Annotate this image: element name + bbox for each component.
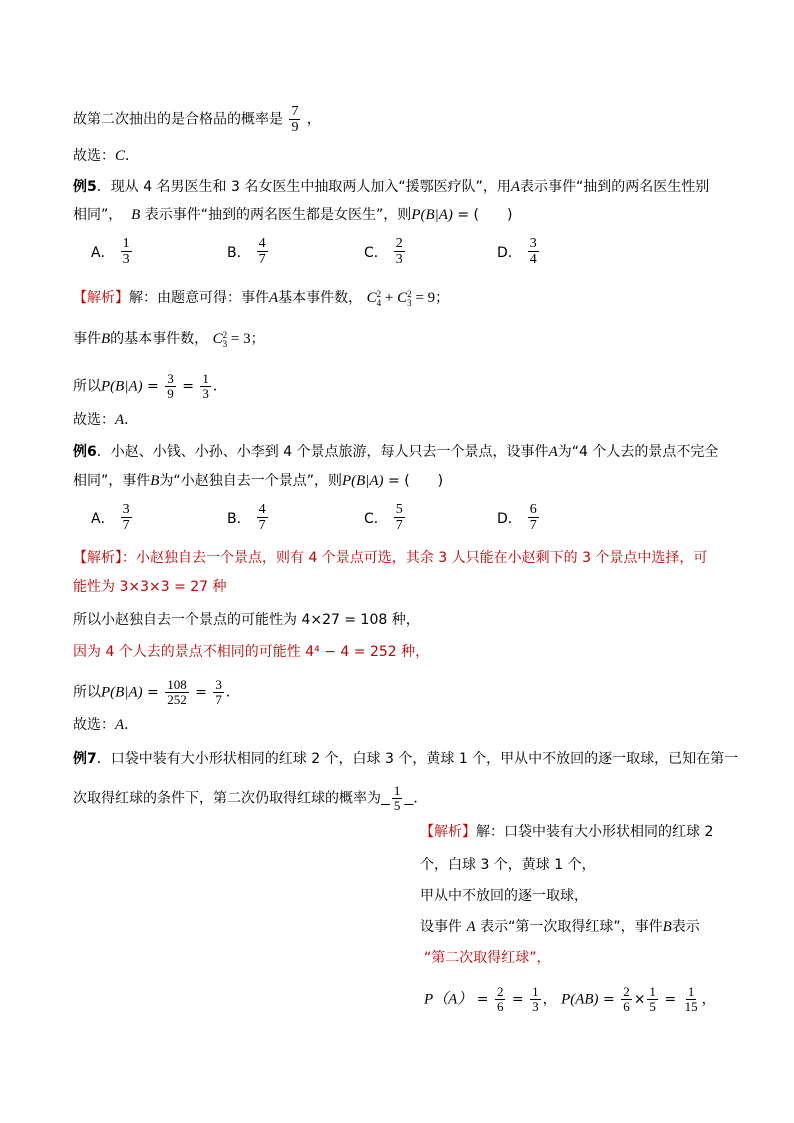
example-7-solution-3: 甲从中不放回的逐一取球， — [420, 888, 588, 904]
option-d: D． $\frac{3}{4}$ — [497, 236, 537, 267]
example-6-question: 例6．小赵、小钱、小孙、小李到 4 个景点旅游，每人只去一个景点，设事件A为“4 个人去的景点不完全 — [73, 444, 719, 460]
example-6-solution-3: 所以小赵独自去一个景点的可能性为 4×27 = 108 种， — [73, 612, 420, 628]
paragraph-text: 故第二次抽出的是合格品的概率是 — [73, 111, 283, 128]
option-b: B． $\frac{4}{7}$ — [227, 236, 266, 267]
solution-tag: 【解析】 — [73, 290, 129, 306]
example-6-question-cont: 相同”，事件B为“小赵独自去一个景点”，则P(B|A) = ( ) — [73, 473, 444, 489]
solution-tag: 【解析】 — [73, 550, 122, 566]
answer-line: 故选：C． — [73, 148, 140, 164]
example-7-solution-5: “第二次取得红球”， — [424, 950, 551, 966]
example-5-answer: 故选：A． — [73, 412, 139, 428]
option-c: C． $\frac{5}{7}$ — [364, 502, 403, 533]
example-label: 例5 — [73, 179, 97, 195]
option-d: D． $\frac{6}{7}$ — [497, 502, 537, 533]
example-label: 例6 — [73, 444, 97, 460]
example-5-question-cont: 相同”， B 表示事件“抽到的两名医生都是女医生”，则P(B|A) = ( ) — [73, 207, 513, 223]
fraction: $\frac{7}{9}$ — [291, 104, 299, 135]
example-label: 例7 — [73, 751, 97, 767]
option-a: A． $\frac{3}{7}$ — [91, 502, 130, 533]
example-6-answer: 故选：A． — [73, 717, 139, 733]
example-7-question-cont: 次取得红球的条件下，第二次仍取得红球的概率为 $\frac{1}{5}$ ． — [73, 783, 428, 813]
example-5-solution: 【解析】解：由题意可得：事件A基本事件数， C 2 4 + C 2 3 = 9； — [73, 288, 450, 308]
text-line: 故第二次抽出的是合格品的概率是 $\frac{7}{9}$ ， — [73, 104, 321, 135]
solution-tag: 【解析】 — [420, 824, 476, 840]
example-5-solution-3: 所以P(B|A) = $\frac{3}{9}$ = $\frac{1}{3}$ ． — [73, 371, 227, 401]
option-c: C． $\frac{2}{3}$ — [364, 236, 403, 267]
option-b: B． $\frac{4}{7}$ — [227, 502, 266, 533]
example-5-solution-2: 事件B的基本事件数， C 2 3 = 3； — [73, 329, 265, 349]
option-a: A． $\frac{1}{3}$ — [91, 236, 130, 267]
example-5-question: 例5．现从 4 名男医生和 3 名女医生中抽取两人加入“援鄂医疗队”，用A表示事件“抽到的两名医生性别 — [73, 179, 710, 195]
example-7-solution-6: P（A） = $\frac{2}{6}$ = $\frac{1}{3}$ ， P(AB) = $\frac{2}{6}$ × $\frac{1}{5}$ = $\frac{1}{15}$ ， — [424, 984, 716, 1014]
example-7-solution-2: 个，白球 3 个，黄球 1 个， — [420, 857, 596, 873]
example-7-solution-4: 设事件 A 表示“第一次取得红球”，事件B表示 — [420, 919, 700, 935]
example-6-solution: 【解析】：小赵独自去一个景点，则有 4 个景点可选，其余 3 人只能在小赵剩下的 3 个景点中选择，可 — [73, 550, 708, 566]
example-6-solution-4: 因为 4 个人去的景点不相同的可能性 4⁴ − 4 = 252 种， — [73, 644, 430, 660]
example-7-solution: 【解析】解：口袋中装有大小形状相同的红球 2 — [420, 824, 714, 840]
example-7-question: 例7．口袋中装有大小形状相同的红球 2 个，白球 3 个，黄球 1 个，甲从中不放回的逐一取球，已知在第一 — [73, 751, 739, 767]
example-6-solution-2: 能性为 3×3×3 = 27 种 — [73, 579, 227, 595]
example-6-solution-5: 所以P(B|A) = $\frac{108}{252}$ = $\frac{3}{7}$ ． — [73, 677, 240, 707]
